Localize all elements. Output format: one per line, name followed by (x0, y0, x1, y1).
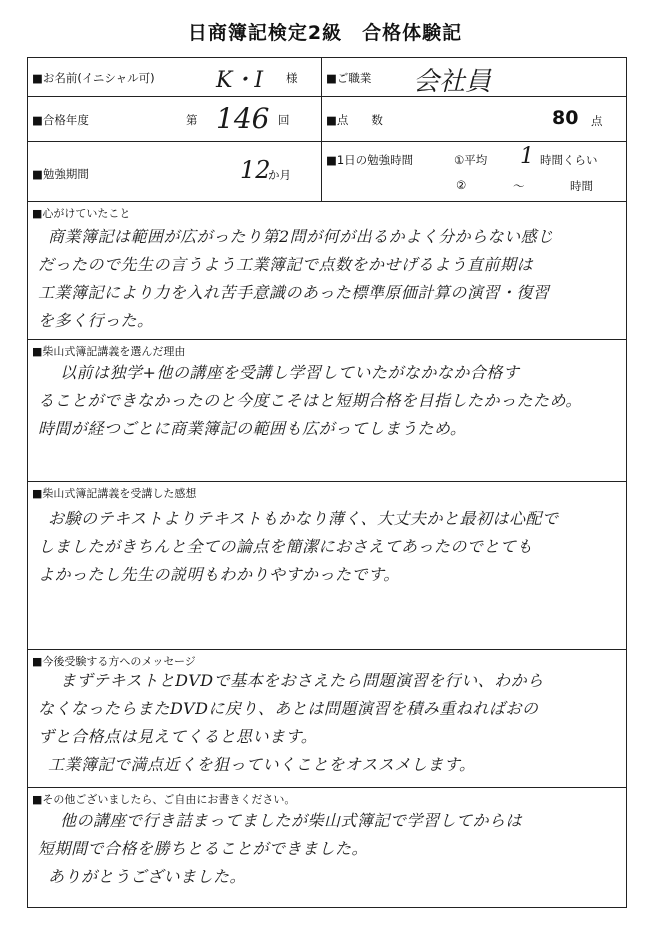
handwritten-line: だったので先生の言うよう工業簿記で点数をかせげるよう直前期は (38, 255, 534, 274)
daily-label: ■1日の勉強時間 (326, 153, 414, 167)
section-label: ■心がけていたこと (32, 207, 131, 220)
row-study-time (28, 142, 626, 202)
section-label: ■その他ございましたら、ご自由にお書きください。 (32, 793, 296, 806)
year-label: ■合格年度 (32, 113, 89, 127)
divider (321, 142, 322, 201)
handwritten-line: まずテキストとDVDで基本をおさえたら問題演習を行い、わから (60, 671, 544, 690)
handwritten-line: お験のテキストよりテキストもかなり薄く、大丈夫かと最初は心配で (48, 509, 559, 528)
section-reason (28, 340, 626, 482)
period-label: ■勉強期間 (32, 167, 89, 181)
handwritten-line: なくなったらまたDVDに戻り、あとは問題演習を積み重ねればおの (38, 699, 539, 718)
handwritten-line: 他の講座で行き詰まってましたが柴山式簿記で学習してからは (60, 811, 523, 830)
name-suffix: 様 (286, 71, 298, 85)
handwritten-line: ありがとうございました。 (48, 867, 247, 886)
row-year-points (28, 97, 626, 142)
daily-2-label: ② (456, 178, 467, 192)
section-label: ■柴山式簿記講義を選んだ理由 (32, 345, 186, 358)
section-label: ■柴山式簿記講義を受講した感想 (32, 487, 197, 500)
name-label: ■お名前(イニシャル可) (32, 71, 155, 85)
handwritten-line: 以前は独学+他の講座を受講し学習していたがなかなか合格す (60, 363, 520, 382)
period-value: 12 (240, 156, 271, 184)
section-other (28, 788, 626, 907)
points-label: ■点 数 (326, 113, 383, 127)
row-name-job (28, 58, 626, 97)
experience-form (27, 57, 627, 908)
daily-avg-suffix: 時間くらい (540, 153, 598, 167)
daily-2-tilde: ～ (513, 179, 525, 193)
period-suffix: か月 (268, 168, 291, 182)
divider (321, 58, 322, 96)
handwritten-line: 工業簿記により力を入れ苦手意識のあった標準原価計算の演習・復習 (38, 283, 550, 302)
job-label: ■ご職業 (326, 71, 372, 85)
handwritten-line: ることができなかったのと今度こそはと短期合格を目指したかったため。 (38, 391, 582, 410)
handwritten-line: 商業簿記は範囲が広がったり第2問が何が出るかよく分からない感じ (48, 227, 554, 246)
daily-avg-value: 1 (520, 144, 534, 169)
divider (321, 97, 322, 141)
handwritten-line: 工業簿記で満点近くを狙っていくことをオススメします。 (48, 755, 476, 774)
handwritten-line: 時間が経つごとに商業簿記の範囲も広がってしまうため。 (38, 419, 467, 438)
handwritten-line: よかったし先生の説明もわかりやすかったです。 (38, 565, 400, 584)
year-suffix: 回 (278, 113, 290, 127)
year-prefix: 第 (186, 113, 198, 127)
name-value: K・I (216, 68, 264, 93)
points-suffix: 点 (591, 114, 603, 128)
section-message (28, 650, 626, 788)
handwritten-line: を多く行った。 (38, 311, 154, 330)
handwritten-line: しましたがきちんと全ての論点を簡潔におさえてあったのでとても (38, 537, 533, 556)
handwritten-line: ずと合格点は見えてくると思います。 (38, 727, 318, 746)
daily-avg-label: ①平均 (454, 153, 488, 167)
year-value: 146 (216, 102, 270, 135)
section-label: ■今後受験する方へのメッセージ (32, 655, 196, 668)
job-value: 会社員 (413, 67, 492, 97)
section-mindset (28, 202, 626, 340)
handwritten-line: 短期間で合格を勝ちとることができました。 (38, 839, 369, 858)
page-title: 日商簿記検定2級 合格体験記 (187, 22, 463, 44)
points-value: 80 (552, 107, 579, 129)
daily-2-suffix: 時間 (570, 179, 593, 193)
section-impression (28, 482, 626, 650)
